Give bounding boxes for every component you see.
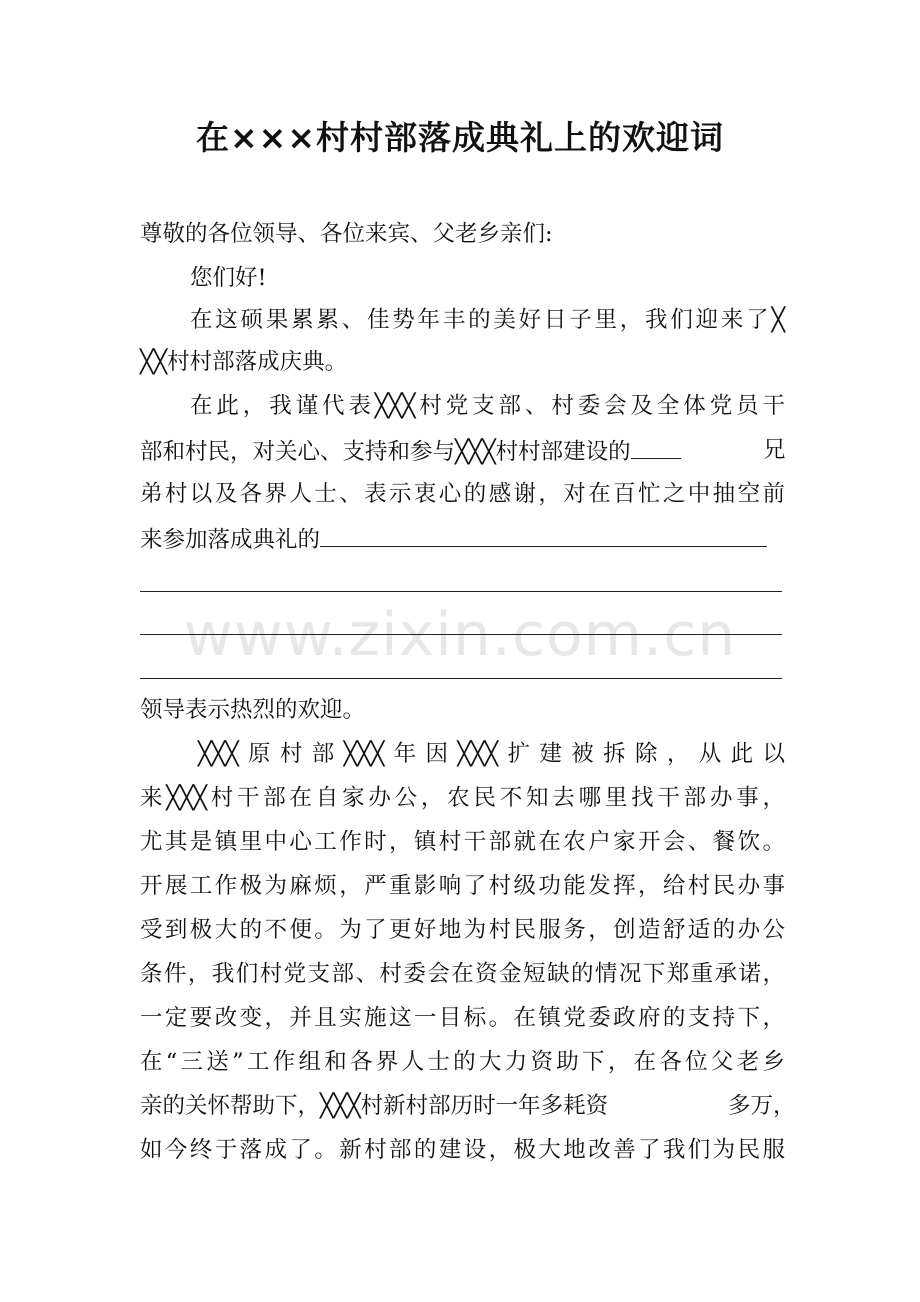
paragraph-line: 领导表示热烈的欢迎。 — [140, 697, 366, 723]
blank-underline — [631, 434, 681, 459]
paragraph-line-text: 部和村民，对关心、支持和参与╳╳╳村村部建设的 — [140, 439, 631, 465]
paragraph-line: 兄 — [763, 437, 786, 463]
salutation: 尊敬的各位领导、各位来宾、父老乡亲们: — [140, 221, 553, 247]
blank-rule — [140, 634, 782, 635]
paragraph-line: 亲的关怀帮助下，╳╳╳村新村部历时一年多耗资 — [140, 1093, 609, 1119]
paragraph-line: 在“三送”工作组和各界人士的大力资助下，在各位父老乡 — [140, 1049, 785, 1075]
paragraph-line: 尤其是镇里中心工作时，镇村干部就在农户家开会、餐饮。 — [140, 829, 785, 855]
watermark: www.zixin.com.cn — [183, 600, 737, 670]
paragraph-line: 开展工作极为麻烦，严重影响了村级功能发挥，给村民办事 — [140, 873, 785, 899]
paragraph-line: 多万， — [728, 1093, 796, 1119]
paragraph-line: 如今终于落成了。新村部的建设，极大地改善了我们为民服 — [140, 1137, 785, 1163]
paragraph-line: 受到极大的不便。为了更好地为村民服务，创造舒适的办公 — [140, 917, 785, 943]
greeting: 您们好! — [190, 265, 267, 291]
blank-underline — [320, 522, 767, 547]
paragraph-line: 弟村以及各界人士、表示衷心的感谢，对在百忙之中抽空前 — [140, 481, 785, 507]
paragraph-line: 在此，我谨代表╳╳╳村党支部、村委会及全体党员干 — [190, 393, 785, 419]
paragraph-line: 条件，我们村党支部、村委会在资金短缺的情况下郑重承诺， — [140, 961, 785, 987]
blank-rule — [140, 591, 782, 592]
paragraph-line — [140, 434, 720, 468]
paragraph-line: ╳╳╳原村部╳╳╳年因╳╳╳扩建被拆除，从此以 — [198, 741, 785, 767]
blank-rule — [140, 678, 782, 679]
paragraph-line: ╳╳村村部落成庆典。 — [140, 349, 348, 375]
paragraph-line-text: 来参加落成典礼的 — [140, 527, 321, 553]
document-title: 在×××村村部落成典礼上的欢迎词 — [196, 118, 724, 157]
paragraph-line: 在这硕果累累、佳势年丰的美好日子里，我们迎来了╳ — [190, 307, 785, 333]
paragraph-line: 来╳╳╳村干部在自家办公，农民不知去哪里找干部办事， — [140, 785, 785, 811]
paragraph-line — [140, 522, 785, 556]
paragraph-line: 一定要改变，并且实施这一目标。在镇党委政府的支持下， — [140, 1005, 785, 1031]
